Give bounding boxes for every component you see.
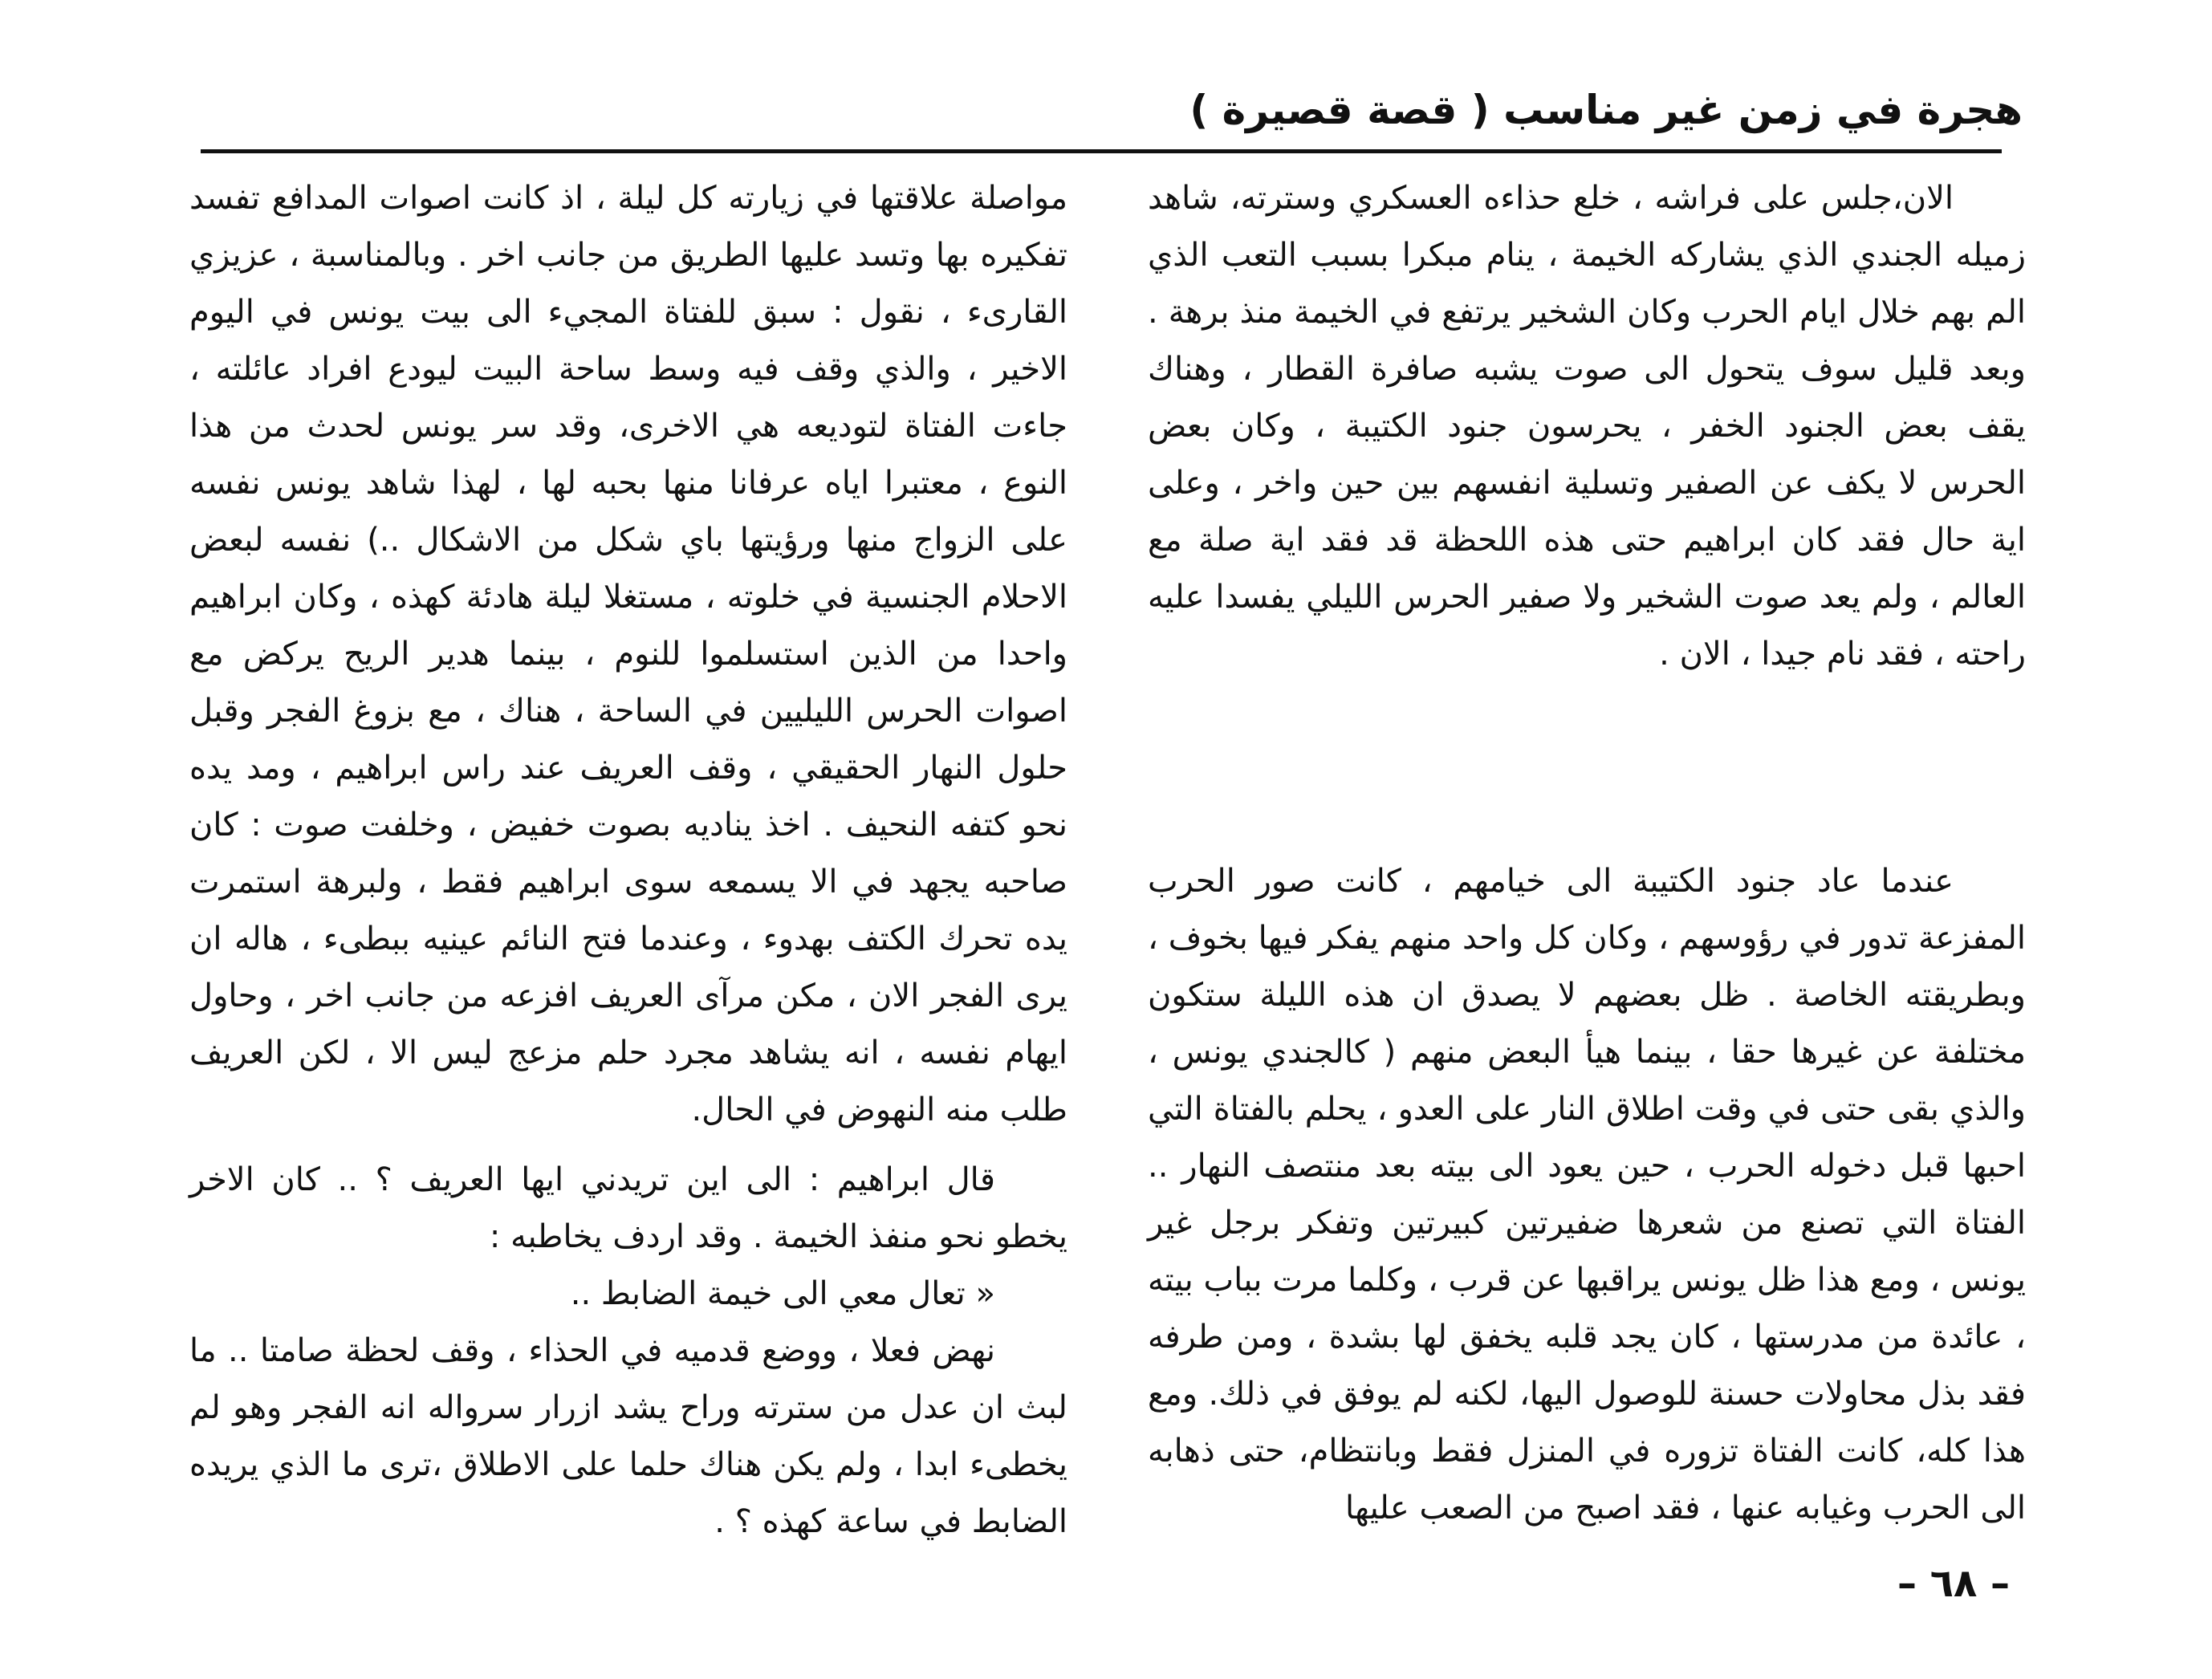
right-text-column bbox=[1148, 170, 2026, 1537]
story-title: هجرة في زمن غير مناسب ( قصة قصيرة ) bbox=[1189, 87, 2023, 133]
header-divider bbox=[201, 149, 2002, 153]
right-paragraph-2: عندما عاد جنود الكتيبة الى خيامهم ، كانت صور الحرب المفزعة تدور في رؤوسهم ، وكان كل واحد منهم يفكر فيها بخوف ، وبطريقته الخاصة . ظل بعضهم لا يصدق ان هذه الليلة ستكون مختلفة عن غيرها حقا ، بينما هيأ البعض منهم ( كالجندي يونس ، والذي بقى حتى في وقت اطلاق النار على العدو ، يحلم بالفتاة التي احبها قبل دخوله الحرب ، حين يعود الى بيته بعد منتصف النهار .. الفتاة التي تصنع من شعرها ضفيرتين كبيرتين وتفكر برجل غير يونس ، ومع هذا ظل يونس يراقبها عن قرب ، وكلما مرت بباب بيته ، عائدة من مدرستها ، كان يجد قلبه يخفق لها بشدة ، ومن طرفه فقد بذل محاولات حسنة للوصول اليها، لكنه لم يوفق في ذلك. ومع هذا كله، كانت الفتاة تزوره في المنزل فقط وبانتظام، حتى ذهابه الى الحرب وغيابه عنها ، فقد اصبح من الصعب عليها bbox=[1148, 863, 2026, 1527]
left-text-column bbox=[189, 170, 1067, 1551]
page-number: – ٦٨ – bbox=[1897, 1561, 2010, 1606]
left-paragraph-1: مواصلة علاقتها في زيارته كل ليلة ، اذ كانت اصوات المدافع تفسد تفكيره بها وتسد عليها الطريق من جانب اخر . وبالمناسبة ، عزيزي القارىء ، نقول : سبق للفتاة المجيء الى بيت يونس في اليوم الاخير ، والذي وقف فيه وسط ساحة البيت ليودع افراد عائلته ، جاءت الفتاة لتوديعه هي الاخرى، وقد سر يونس لحدث من هذا النوع ، معتبرا اياه عرفانا منها بحبه لها ، لهذا شاهد يونس نفسه على الزواج منها ورؤيتها باي شكل من الاشكال ..) نفسه لبعض الاحلام الجنسية في خلوته ، مستغلا ليلة هادئة كهذه ، وكان ابراهيم واحدا من الذين استسلموا للنوم ، بينما هدير الريح يركض مع اصوات الحرس الليليين في الساحة ، هناك ، مع بزوغ الفجر وقبل حلول النهار الحقيقي ، وقف العريف عند راس ابراهيم ، ومد يده نحو كتفه النحيف . اخذ يناديه بصوت خفيض ، وخلفت صوت : كان صاحبه يجهد في الا يسمعه سوى ابراهيم فقط ، ولبرهة استمرت يده تحرك الكتف بهدوء ، وعندما فتح النائم عينيه ببطىء ، هاله ان يرى الفجر الان ، مكن مرآى العريف افزعه من جانب اخر ، وحاول ايهام نفسه ، انه يشاهد مجرد حلم مزعج ليس الا ، لكن العريف طلب منه النهوض في الحال. bbox=[189, 180, 1067, 1128]
left-paragraph-3: « تعال معي الى خيمة الضابط .. bbox=[570, 1275, 995, 1312]
left-paragraph-2: قال ابراهيم : الى اين تريدني ايها العريف ؟ .. كان الاخر يخطو نحو منفذ الخيمة . وقد اردف يخاطبه : bbox=[189, 1161, 1067, 1255]
left-paragraph-4: نهض فعلا ، ووضع قدميه في الحذاء ، وقف لحظة صامتا .. ما لبث ان عدل من سترته وراح يشد ازرار سرواله انه الفجر وهو لم يخطىء ابدا ، ولم يكن هناك حلما على الاطلاق ،ترى ما الذي يريده الضابط في ساعة كهذه ؟ . bbox=[189, 1332, 1067, 1540]
right-paragraph-1: الان،جلس على فراشه ، خلع حذاءه العسكري وسترته، شاهد زميله الجندي الذي يشاركه الخيمة ، ينام مبكرا بسبب التعب الذي الم بهم خلال ايام الحرب وكان الشخير يرتفع في الخيمة منذ برهة . وبعد قليل سوف يتحول الى صوت يشبه صافرة القطار ، وهناك يقف بعض الجنود الخفر ، يحرسون جنود الكتيبة ، وكان بعض الحرس لا يكف عن الصفير وتسلية انفسهم بين حين واخر ، وعلى اية حال فقد كان ابراهيم حتى هذه اللحظة قد فقد اية صلة مع العالم ، ولم يعد صوت الشخير ولا صفير الحرس الليلي يفسدا عليه راحته ، فقد نام جيدا ، الان . bbox=[1148, 180, 2026, 673]
